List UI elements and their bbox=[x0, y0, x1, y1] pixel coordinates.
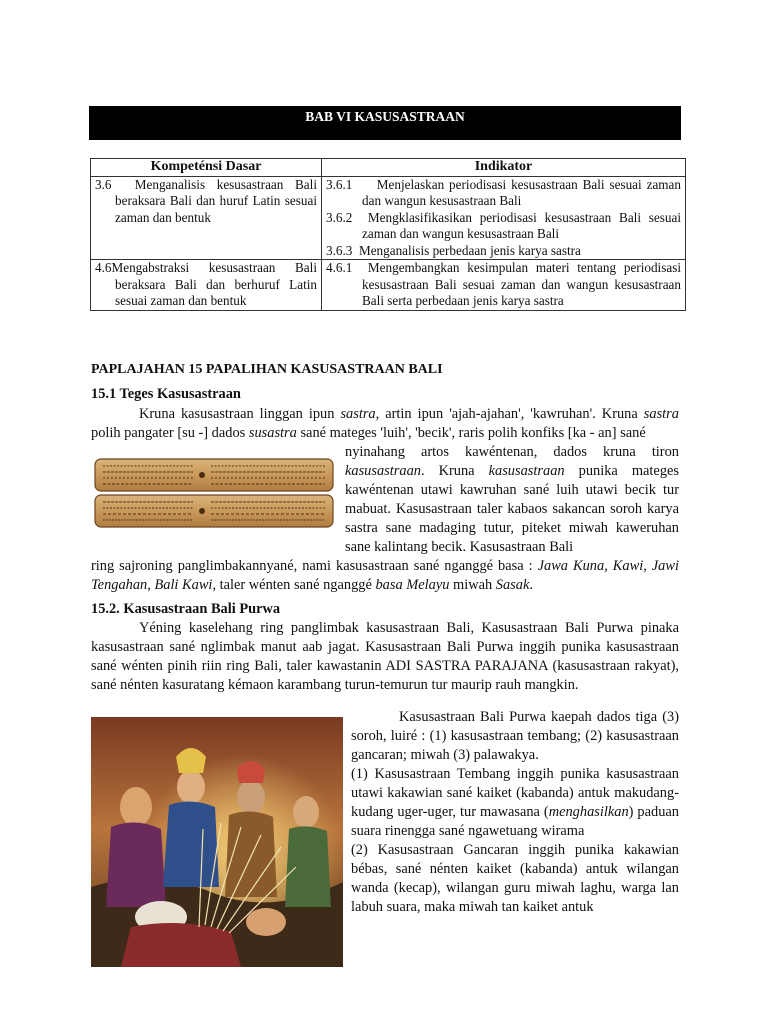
paragraph-wrapped: nyinahang artos kawéntenan, dados kruna tiron kasusastraan. Kruna kasusastraan punika mateges kawéntenan utawi kawruhan sané luih utawi becik tur mabuat. Kasusastraan taler kabaos sakancan soroh karya sastra sane madaging tutur, piteket miwah kaweruhan sane kalintang becik. Kasusastraan Bali bbox=[345, 444, 679, 555]
indicator-cell bbox=[322, 260, 686, 311]
lesson-title: PAPLAJAHAN 15 PAPALIHAN KASUSASTRAAN BALI bbox=[91, 362, 443, 377]
table-header-indicator: Indikator bbox=[322, 159, 686, 177]
indicator-item: 3.6.2 Mengklasifikasikan periodisasi kesusastraan Bali sesuai zaman dan wangun kesusastraan Bali bbox=[326, 209, 682, 241]
paragraph: Yéning kaselehang ring panglimbak kasusastraan Bali, Kasusastraan Bali Purwa pinaka kasusastraan sané nglimbak manut aab jagat. Kasusastraan Bali Purwa inggih punika kasusastraan sané wénten pinih riin ring Bali, taler kawastanin ADI SASTRA PARAJANA (kasusastraan rakyat), sané nénten kasuratang kémaon karambang turun-temurun tur maurip rauh mangkin. bbox=[91, 620, 679, 693]
table-header-kd: Kompeténsi Dasar bbox=[91, 159, 322, 177]
indicator-item: 4.6.1 Mengembangkan kesimpulan materi tentang periodisasi kesusastraan Bali sesuai zaman dan wangun kesusastraan Bali serta perbedaan jenis karya sastra bbox=[326, 260, 681, 308]
kd-cell bbox=[91, 176, 322, 260]
indicator-cell bbox=[322, 176, 686, 260]
section-heading: 15.2. Kasusastraan Bali Purwa bbox=[91, 601, 281, 617]
indicator-item: 3.6.1 Menjelaskan periodisasi kesusastraan Bali sesuai zaman dan wangun kesusastraan Bali bbox=[326, 176, 681, 208]
paragraph: (1) Kasusastraan Tembang inggih punika kasusastraan utawi kakawian sané kaiket (kabanda) antuk makudang-kudang uger-uger, tur mawasana (menghasilkan) paduan suara rinengga sané ngawetuang wirama bbox=[351, 766, 679, 839]
paragraph: (2) Kasusastraan Gancaran inggih punika kakawian bébas, sané nénten kaiket (kabanda) antuk wilangan wanda (kecap), wilangan guru miwah laghu, warga lan labuh suara, maka miwah tan kaiket antuk bbox=[351, 842, 679, 915]
paragraph: Kasusastraan Bali Purwa kaepah dados tiga (3) soroh, luiré : (1) kasusastraan tembang; (2) kasusastraan gancaran; miwah (3) palawakya. bbox=[351, 709, 679, 763]
painting-image bbox=[91, 717, 343, 967]
paragraph: ring sajroning panglimbakannyané, nami kasusastraan sané nganggé basa : Jawa Kuna, Kawi, Jawi Tengahan, Bali Kawi, taler wénten sané nganggé basa Melayu miwah Sasak. bbox=[91, 558, 679, 593]
indicator-item: 3.6.3 Menganalisis perbedaan jenis karya sastra bbox=[326, 242, 581, 258]
paragraph: Kruna kasusastraan linggan ipun sastra, artin ipun 'ajah-ajahan', 'kawruhan'. Kruna sastra polih pangater [su -] dados susastra sané mateges 'luih', 'becik', raris polih konfiks [ka - an] sané bbox=[91, 406, 679, 441]
chapter-title: BAB VI KASUSASTRAAN bbox=[89, 106, 681, 140]
kd-text: 4.6Mengabstraksi kesusastraan Bali beraksara Bali dan berhuruf Latin sesuai zaman dan bentuk bbox=[95, 260, 317, 308]
section-bali-purwa bbox=[91, 601, 679, 695]
section-heading: 15.1 Teges Kasusastraan bbox=[91, 386, 241, 402]
kd-text: 3.6 Menganalisis kesusastraan Bali beraksara Bali dan huruf Latin sesuai zaman dan bentuk bbox=[95, 176, 317, 225]
classification-column bbox=[351, 708, 679, 917]
kd-cell bbox=[91, 260, 322, 311]
competency-table bbox=[90, 158, 686, 311]
table-row bbox=[91, 176, 686, 260]
lontar-manuscript-image bbox=[93, 455, 335, 531]
table-row bbox=[91, 260, 686, 311]
